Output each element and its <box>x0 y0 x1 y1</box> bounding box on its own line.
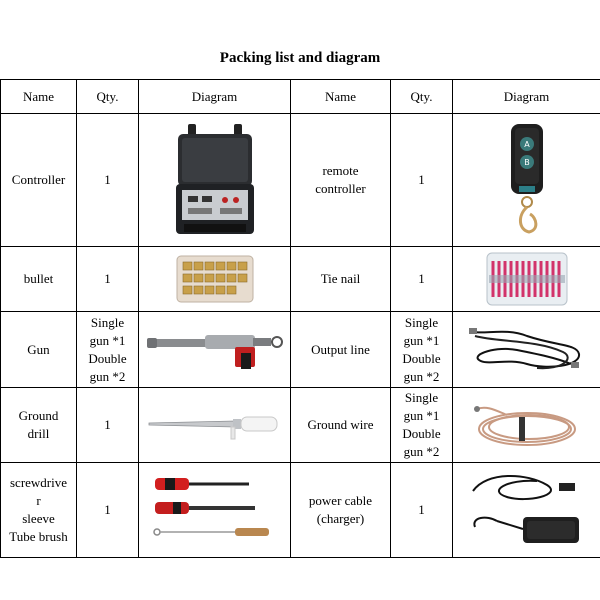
controller-case-icon <box>170 120 260 240</box>
header-diagram-right: Diagram <box>453 80 600 114</box>
item-name: power cable (charger) <box>291 463 391 558</box>
item-name: remote controller <box>291 114 391 247</box>
output-cable-icon <box>467 324 587 376</box>
item-qty: 1 <box>77 388 139 463</box>
svg-text:A: A <box>523 140 530 149</box>
table-row <box>1 463 600 558</box>
header-diagram-left: Diagram <box>139 80 291 114</box>
tools-set-icon <box>145 470 285 550</box>
item-diagram <box>139 388 291 463</box>
item-qty: 1 <box>391 247 453 312</box>
item-name: screwdrive r sleeve Tube brush <box>1 463 77 558</box>
item-qty: 1 <box>391 463 453 558</box>
item-qty: 1 <box>77 463 139 558</box>
header-name-left: Name <box>1 80 77 114</box>
item-diagram <box>453 247 600 312</box>
item-qty: 1 <box>77 247 139 312</box>
header-row <box>1 80 600 114</box>
item-name: Ground wire <box>291 388 391 463</box>
item-diagram <box>139 312 291 388</box>
header-qty-right: Qty. <box>391 80 453 114</box>
table-row <box>1 114 600 247</box>
item-diagram <box>453 388 600 463</box>
table-row <box>1 388 600 463</box>
remote-control-icon <box>497 120 557 240</box>
item-name: Tie nail <box>291 247 391 312</box>
header-name-right: Name <box>291 80 391 114</box>
item-qty: Single gun *1 Double gun *2 <box>391 388 453 463</box>
nail-gun-icon <box>145 325 285 375</box>
item-qty: Single gun *1 Double gun *2 <box>391 312 453 388</box>
item-diagram <box>139 114 291 247</box>
ground-wire-icon <box>467 397 587 453</box>
item-qty: Single gun *1 Double gun *2 <box>77 312 139 388</box>
charger-icon <box>467 467 587 553</box>
item-name: bullet <box>1 247 77 312</box>
ground-drill-icon <box>145 405 285 445</box>
table-row <box>1 247 600 312</box>
item-qty: 1 <box>391 114 453 247</box>
tie-nail-box-icon <box>485 251 569 307</box>
header-qty-left: Qty. <box>77 80 139 114</box>
item-diagram <box>453 312 600 388</box>
table-row <box>1 312 600 388</box>
item-name: Gun <box>1 312 77 388</box>
item-diagram <box>453 114 600 247</box>
item-qty: 1 <box>77 114 139 247</box>
svg-text:B: B <box>523 158 530 167</box>
item-diagram <box>139 247 291 312</box>
bullet-box-icon <box>175 252 255 306</box>
item-diagram <box>453 463 600 558</box>
page-title: Packing list and diagram <box>219 50 381 66</box>
item-name: Ground drill <box>1 388 77 463</box>
item-name: Output line <box>291 312 391 388</box>
item-diagram <box>139 463 291 558</box>
item-name: Controller <box>1 114 77 247</box>
packing-table <box>0 79 600 558</box>
